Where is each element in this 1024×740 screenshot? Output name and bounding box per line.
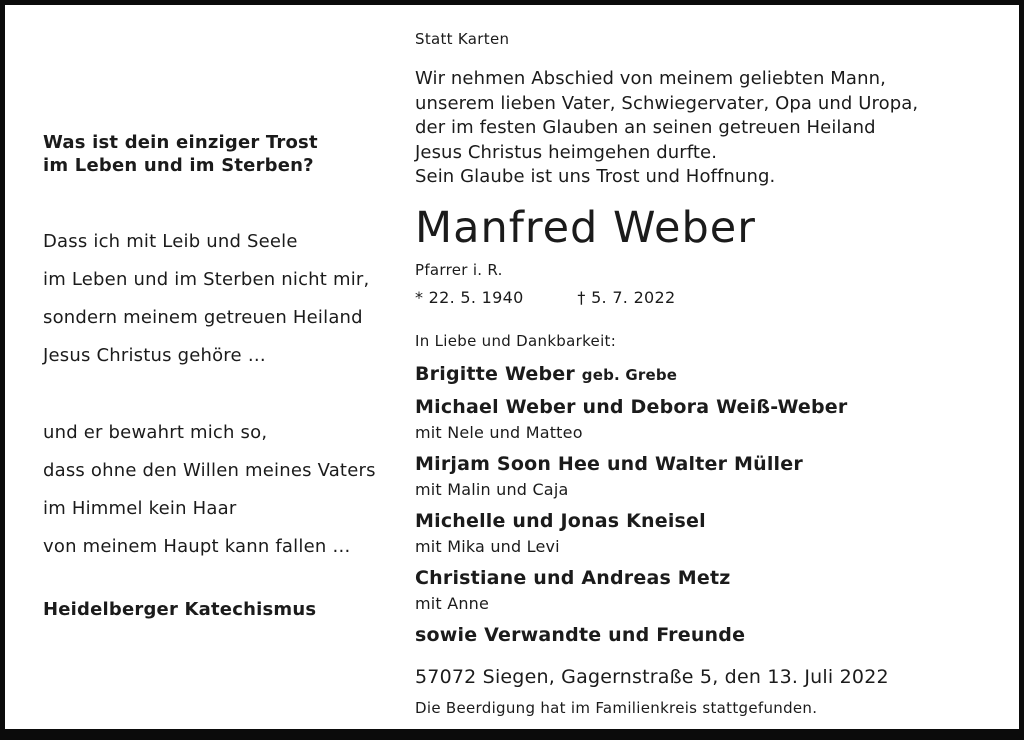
family-children-line: mit Mika und Levi	[415, 536, 560, 556]
question-line-2: im Leben und im Sterben?	[43, 155, 314, 176]
farewell-line: Sein Glaube ist uns Trost und Hoffnung.	[415, 166, 776, 187]
family-member-name	[415, 362, 1010, 388]
answer-line: im Leben und im Sterben nicht mir,	[43, 269, 370, 290]
funeral-note: Die Beerdigung hat im Familienkreis stattgefunden.	[415, 698, 818, 717]
life-dates	[415, 287, 1010, 309]
family-entry	[415, 566, 1010, 616]
answer-line: Jesus Christus gehöre …	[43, 345, 266, 366]
family-entry	[415, 452, 1010, 502]
family-member-name: Christiane und Andreas Metz	[415, 566, 731, 589]
birth-date: * 22. 5. 1940	[415, 287, 524, 307]
answer-line: sondern meinem getreuen Heiland	[43, 307, 363, 328]
question-line-1: Was ist dein einziger Trost	[43, 132, 318, 153]
dedication-line: In Liebe und Dankbarkeit:	[415, 331, 617, 350]
catechism-answer-part-2	[43, 414, 408, 566]
family-member-name: sowie Verwandte und Freunde	[415, 623, 746, 646]
family-children-line: mit Malin und Caja	[415, 479, 569, 499]
farewell-paragraph	[415, 67, 1010, 190]
catechism-question	[43, 131, 408, 177]
answer-line: Dass ich mit Leib und Seele	[43, 231, 298, 252]
farewell-line: Wir nehmen Abschied von meinem geliebten Mann,	[415, 68, 886, 89]
answer-line: dass ohne den Willen meines Vaters	[43, 460, 376, 481]
farewell-line: Jesus Christus heimgehen durfte.	[415, 141, 718, 163]
family-entry	[415, 395, 1010, 445]
member-name-text: Brigitte Weber	[415, 362, 575, 385]
family-member-name: Michelle und Jonas Kneisel	[415, 509, 706, 532]
family-entry	[415, 509, 1010, 559]
deceased-title: Pfarrer i. R.	[415, 260, 503, 279]
answer-line: im Himmel kein Haar	[43, 498, 237, 519]
notice-column	[415, 29, 1010, 718]
catechism-answer-part-1	[43, 223, 408, 375]
family-entry	[415, 623, 1010, 648]
family-children-line: mit Anne	[415, 593, 490, 613]
answer-line: und er bewahrt mich so,	[43, 422, 268, 443]
family-entry	[415, 362, 1010, 388]
answer-line: von meinem Haupt kann fallen …	[43, 536, 351, 557]
member-name-suffix: geb. Grebe	[581, 365, 678, 384]
family-list	[415, 362, 1010, 648]
left-column	[43, 131, 408, 620]
place-date-line: 57072 Siegen, Gagernstraße 5, den 13. Juli 2022	[415, 665, 889, 688]
farewell-line: der im festen Glauben an seinen getreuen Heiland	[415, 117, 876, 138]
death-date: † 5. 7. 2022	[577, 287, 676, 307]
statt-karten-note: Statt Karten	[415, 30, 510, 48]
catechism-source: Heidelberger Katechismus	[43, 599, 317, 620]
family-member-name: Michael Weber und Debora Weiß-Weber	[415, 395, 848, 418]
family-member-name: Mirjam Soon Hee und Walter Müller	[415, 452, 803, 475]
farewell-line: unserem lieben Vater, Schwiegervater, Opa und Uropa,	[415, 92, 919, 114]
family-children-line: mit Nele und Matteo	[415, 422, 583, 442]
deceased-name: Manfred Weber	[415, 202, 756, 253]
